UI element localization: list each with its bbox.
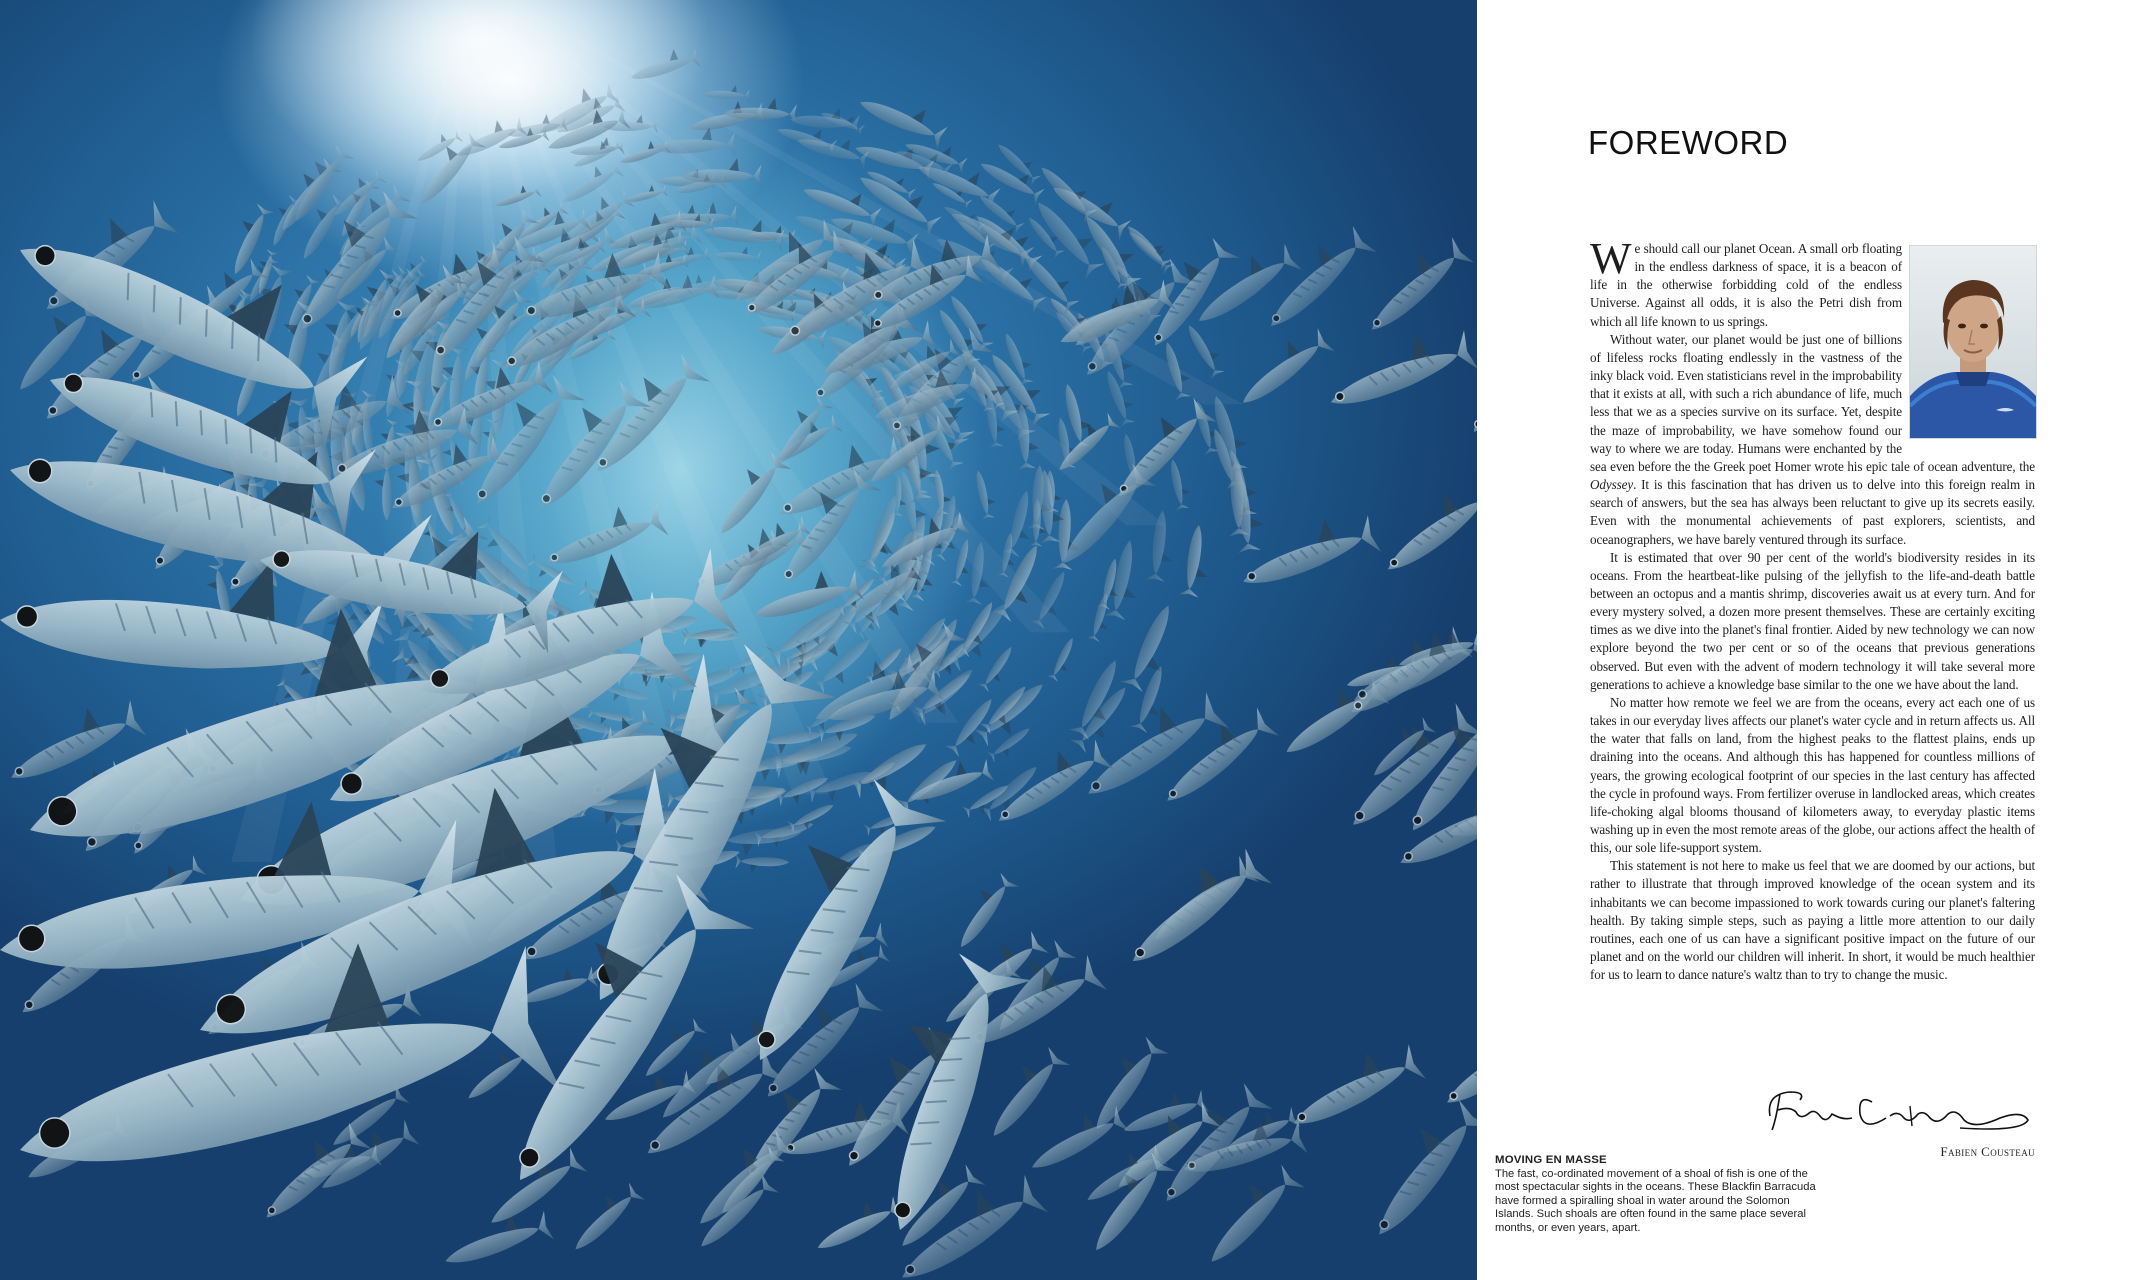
barracuda <box>437 1202 554 1275</box>
barracuda <box>946 869 1019 954</box>
barracuda <box>1353 1092 1477 1248</box>
barracuda <box>1233 505 1382 600</box>
barracuda <box>1046 635 1081 683</box>
author-name: Fabien Cousteau <box>1940 1144 2035 1159</box>
barracuda <box>977 643 1020 694</box>
barracuda <box>374 464 395 521</box>
foreword-text <box>1590 234 2035 984</box>
photo-caption <box>1495 1154 1825 1236</box>
barracuda <box>735 854 789 875</box>
barracuda <box>1182 319 1229 379</box>
barracuda <box>703 84 750 102</box>
page-title: FOREWORD <box>1588 124 1789 161</box>
barracuda <box>1319 319 1477 422</box>
drop-cap: W <box>1590 234 1632 283</box>
paragraph-4: No matter how remote we feel we are from the oceans, every act each one of us takes in our everyday lives affects our planet's water cycle and in return affects us. All the water that falls on land, from the highest peaks to the flattest plains, ends up draining into the oceans. And although this has happened for countless millions of years, the growing ecological footprint of our species in the last century has affected the cycle in profound ways. From fertilizer overuse in landlocked areas, which creates life-choking algal blooms thousand of kilometers away, to everyday plastic items washing up in even the most remote areas of the globe, our actions affect the health of this, our sole life-support system. <box>1590 694 2035 856</box>
barracuda <box>1193 1158 1305 1273</box>
barracuda <box>809 1190 905 1259</box>
barracuda <box>855 84 950 150</box>
paragraph-5: This statement is not here to make us feel that we are doomed by our actions, but rather to illustrate that through improved knowledge of the ocean system and its inhabitants we can become impassioned to work towards curing our planet's faltering health. By taking simple steps, such as paying a little more attention to our daily routines, each one of us can have a significant positive impact on the future of our planet and on the world our children will inherit. In short, it would be much healthier for us to learn to dance nature's waltz than to try to change the music. <box>1590 858 2035 983</box>
barracuda <box>1354 230 1474 343</box>
author-signature <box>1760 1080 2035 1140</box>
barracuda <box>976 1042 1071 1145</box>
fish-school <box>0 43 1477 1280</box>
barracuda <box>842 946 1032 1244</box>
barracuda <box>1086 591 1116 643</box>
barracuda <box>1281 1034 1426 1140</box>
barracuda <box>971 468 999 520</box>
paragraph-2: Without water, our planet would be just one of billions of lifeless rocks floating endlessly in the vastness of the inky black void. Even statisticians revel in the improbability that it exists at all, with such a rich abundance of life, much less that we as a species survive on its surface. Yet, despite the maze of improbability, we have somehow found our way to where we are today. Humans were enchanted by the sea even before the the Greek poet Homer wrote his epic tale of ocean adventure, the Odyssey. It is this fascination that has driven us to delve into this foreign realm in search of answers, but the sea has always been reluctant to give up its secrets easily. Even with the monumental achievements of past explorers, scientists, and oceanographers, we have barely ventured through its surface. <box>1590 331 2035 547</box>
barracuda <box>1229 322 1335 415</box>
caption-text: The fast, co-ordinated movement of a shoal of fish is one of the most spectacular sights in the oceans. These Blackfin Barracuda have formed a spiralling shoal in water around the Solomon Islands. Such shoals are often found in the same place several months, or even years, apart. <box>1495 1167 1816 1234</box>
paragraph-3: It is estimated that over 90 per cent of the world's biodiversity resides in its oceans. From the heartbeat-like pulsing of the jellyfish to the life-and-death battle between an octopus and a mantis shrimp, discoveries await us at every turn. And for every mystery solved, a dozen more present themselves. These are certainly exciting times as we dive into the planet's final frontier. Aided by new technology we can now explore beyond the two per cent or so of the oceans that previous generations observed. But even with the advent of modern technology it will take several more generations to achieve a knowledge base similar to the one we have about the land. <box>1590 549 2035 692</box>
barracuda <box>563 1178 646 1258</box>
barracuda <box>1179 524 1215 599</box>
barracuda <box>1372 472 1477 584</box>
barracuda <box>1139 848 1259 952</box>
paragraph-1: We should call our planet Ocean. A small orb floating in the endless darkness of space, it is a beacon of life in the otherwise forbidding cold of the endless Universe. Against all odds, it is also the Petri dish from which all life known to us springs. <box>1590 234 1902 329</box>
barracuda <box>1165 457 1193 510</box>
caption-title: MOVING EN MASSE <box>1495 1154 1607 1166</box>
barracuda <box>1432 1009 1477 1118</box>
